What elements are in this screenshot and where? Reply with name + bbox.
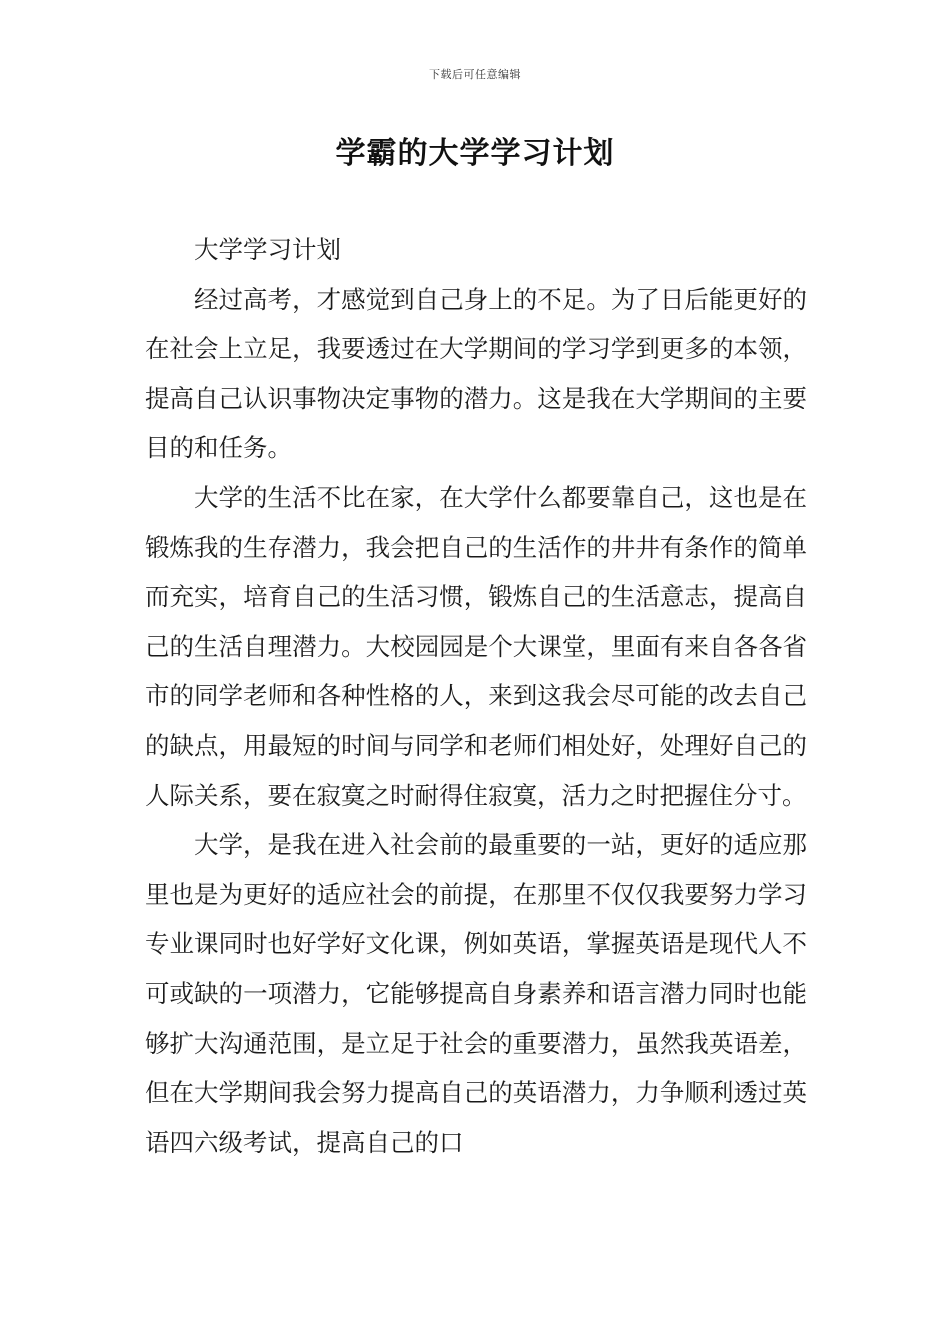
paragraph: 经过高考，才感觉到自己身上的不足。为了日后能更好的在社会上立足，我要透过在大学期间的学习学到更多的本领，提高自己认识事物决定事物的潜力。这是我在大学期间的主要目的和任务。 bbox=[145, 284, 807, 463]
document-title: 学霸的大学学习计划 bbox=[335, 136, 615, 171]
paragraph: 大学，是我在进入社会前的最重要的一站，更好的适应那里也是为更好的适应社会的前提，在那里不仅仅我要努力学习专业课同时也好学好文化课，例如英语，掌握英语是现代人不可或缺的一项潜力，它能够提高自身素养和语言潜力同时也能够扩大沟通范围，是立足于社会的重要潜力，虽然我英语差，但在大学期间我会努力提高自己的英语潜力，力争顺利透过英语四六级考试，提高自己的口 bbox=[145, 830, 807, 1157]
paragraph: 大学的生活不比在家，在大学什么都要靠自己，这也是在锻炼我的生存潜力，我会把自己的生活作的井井有条作的简单而充实，培育自己的生活习惯，锻炼自己的生活意志，提高自己的生活自理潜力。大校园园是个大课堂，里面有来自各各省市的同学老师和各种性格的人，来到这我会尽可能的改去自己的缺点，用最短的时间与同学和老师们相处好，处理好自己的人际关系，要在寂寞之时耐得住寂寞，活力之时把握住分寸。 bbox=[145, 482, 807, 810]
document-body bbox=[145, 225, 807, 1167]
paragraph-subtitle: 大学学习计划 bbox=[194, 235, 341, 264]
header-note: 下载后可任意编辑 bbox=[429, 68, 521, 81]
